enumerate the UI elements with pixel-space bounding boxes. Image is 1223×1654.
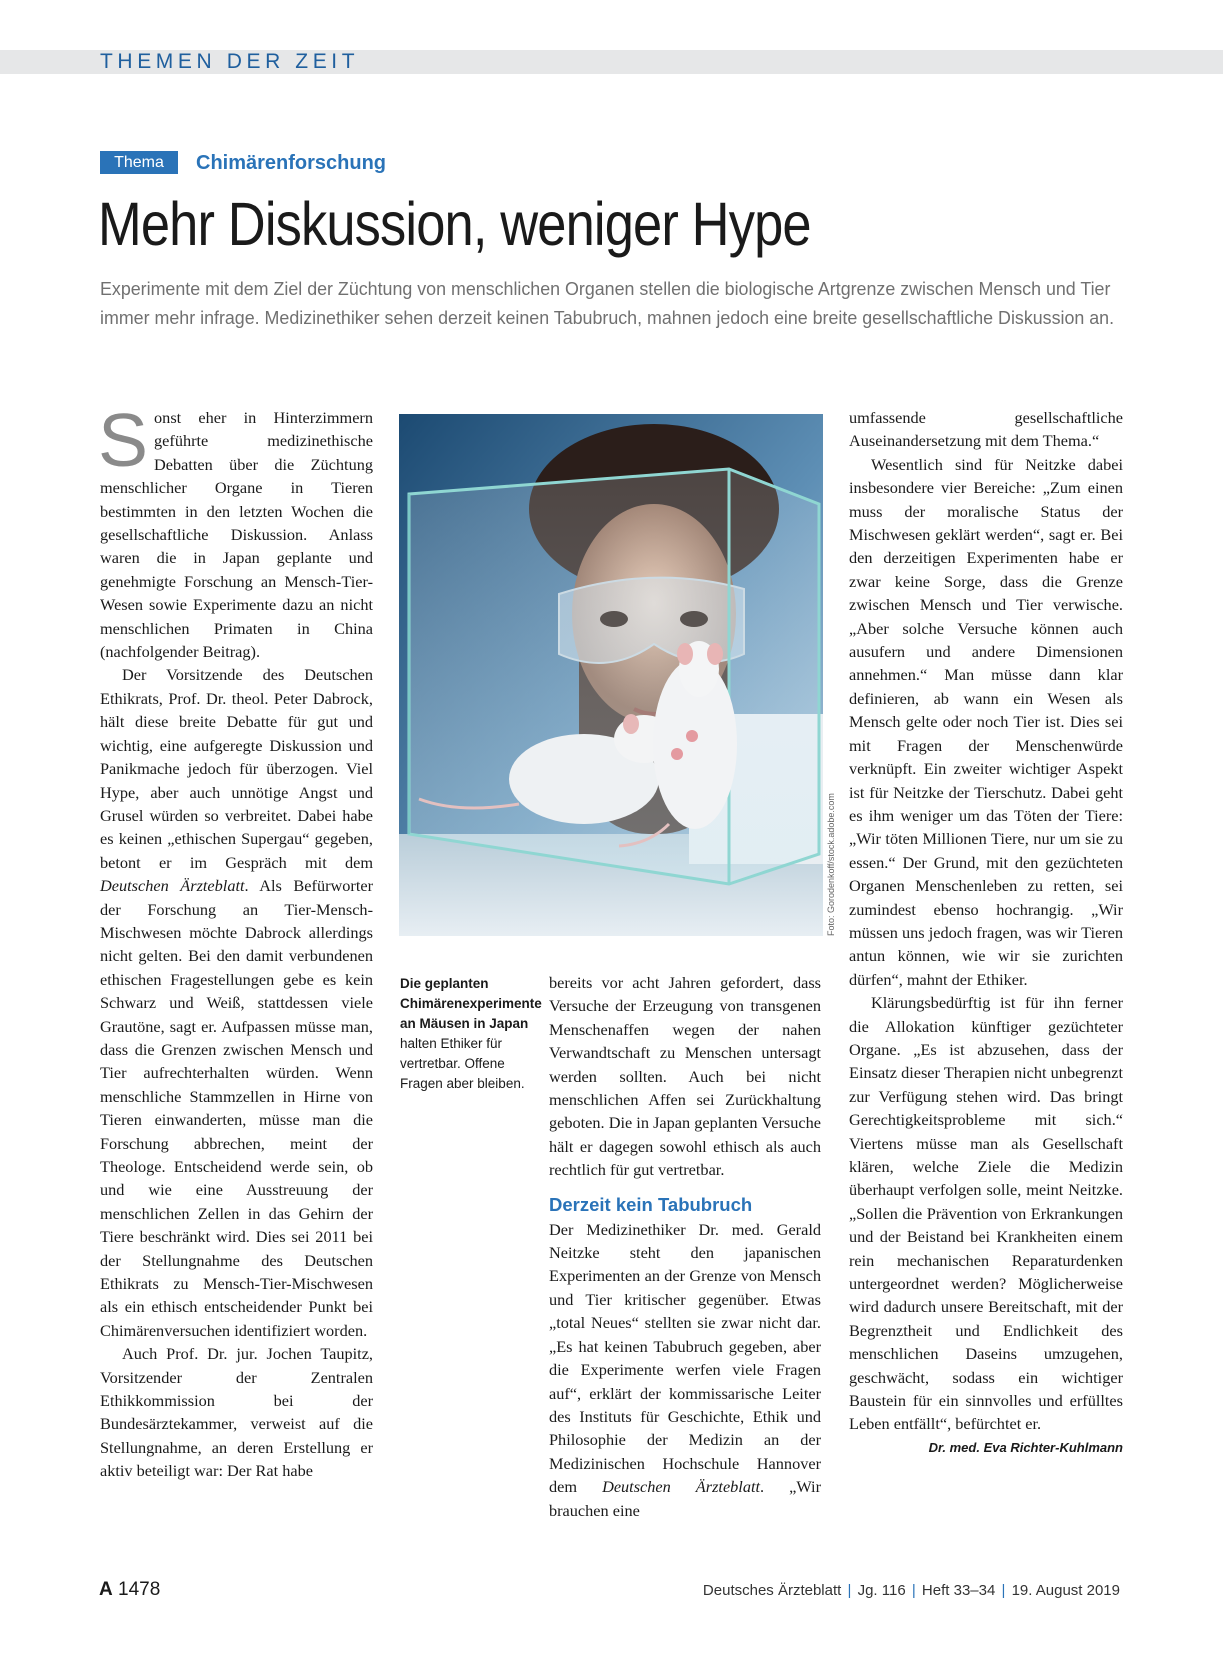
article-column-2 — [549, 971, 821, 1522]
journal-name: Deutsches Ärzteblatt — [702, 1582, 842, 1599]
paragraph: Wesentlich sind für Neitzke dabei insbesondere vier Bereiche: „Zum einen muss der moralische Status der Mischwesen geklärt werden“, sagt er. Bei den derzeitigen Experimenten habe er zwar keine Sorge, dass die Grenze zwischen Mensch und Tier verwische. „Aber solche Versuche können auch ausufern und andere Dimensionen annehmen.“ Man müsse dann klar definieren, ab wann ein Wesen als Mensch gelte oder noch Tier ist. Dies sei mit Fragen der Menschenwürde verknüpft. Ein zweiter wichtiger Aspekt ist für Neitzke der Tierschutz. Dabei geht es ihm weniger um das Töten der Tiere: „Wir töten Millionen Tiere, nur um sie zu essen.“ Der Grund, mit den gezüchteten Organen Menschenleben zu retten, sei zumindest ebenso hochrangig. „Wir müssen uns jedoch fragen, was wir Tieren antun können, wie wir sie zurichten dürfen“, mahnt der Ethiker. — [849, 454, 1123, 989]
topic-badge: Thema — [100, 151, 178, 174]
photo-credit: Foto: Gorodenkoff/stock.adobe.com — [826, 793, 836, 936]
paragraph: Auch Prof. Dr. jur. Jochen Taupitz, Vorsitzender der Zentralen Ethikkommission bei der Bundesärztekammer, verweist auf die Stellungnahme, an deren Erstellung er aktiv beteiligt war: Der Rat habe — [100, 1344, 373, 1481]
paragraph: Sonst eher in Hinterzimmern geführte medizinethische Debatten über die Züchtung menschlicher Organe in Tieren bestimmten in den letzten Wochen die gesellschaftliche Diskussion. Anlass waren die in Japan geplante und genehmigte Forschung an Mensch-Tier-Wesen sowie Experimente dazu an nicht menschlichen Primaten in China (nachfolgender Beitrag). — [98, 398, 373, 662]
publication-name: Deutschen Ärzteblatt — [100, 876, 245, 896]
page-number: A 1478 — [99, 1579, 161, 1600]
journal-volume: Jg. 116 — [857, 1582, 906, 1599]
paragraph: bereits vor acht Jahren gefordert, dass Versuche der Erzeugung von transgenen Menschenaffen wegen der nahen Verwandtschaft zu Menschen untersagt werden sollten. Auch bei nicht menschlichen Affen sei Zurückhaltung geboten. Die in Japan geplanten Versuche hält er dagegen sowohl ethisch als auch rechtlich für gut vertretbar. — [549, 973, 821, 1180]
journal-footer: Deutsches Ärzteblatt | Jg. 116 | Heft 33–34 | 19. August 2019 — [702, 1582, 1120, 1599]
paragraph: umfassende gesellschaftliche Auseinandersetzung mit dem Thema.“ — [849, 408, 1123, 451]
article-column-1 — [98, 398, 373, 1483]
paragraph: Der Medizinethiker Dr. med. Gerald Neitzke steht den japanischen Experimenten an der Grenze von Mensch und Tier kritischer gegenüber. Etwas „total Neues“ stellten sie zwar nicht dar. „Es hat keinen Tabubruch gegeben, aber die Experimente werfen viele Fragen auf“, erklärt der kommissarische Leiter des Instituts für Geschichte, Ethik und Philosophie der Medizin an der Medizinischen Hochschule Hannover dem Deutschen Ärzteblatt. „Wir brauchen eine — [549, 1219, 822, 1520]
photo-caption: Die geplanten Chimärenexperimente an Mäusen in Japan halten Ethiker für vertretbar. Offene Fragen aber bleiben. — [400, 976, 542, 1091]
article-photo — [399, 414, 823, 936]
section-title: THEMEN DER ZEIT — [100, 50, 360, 73]
section-subheading: Derzeit kein Tabubruch — [549, 1193, 753, 1215]
paragraph: Der Vorsitzende des Deutschen Ethikrats, Prof. Dr. theol. Peter Dabrock, hält diese breite Debatte für gut und wichtig, eine aufgeregte Diskussion und Panikmache jedoch für überzogen. Viel Hype, aber auch unnötige Angst und Grusel würden so verbreitet. Dabei habe es keinen „ethischen Supergau“ gegeben, betont er im Gespräch mit dem Deutschen Ärzteblatt. Als Befürworter der Forschung an Tier-Mensch-Mischwesen möchte Dabrock allerdings nicht gelten. Bei den damit verbundenen ethischen Fragestellungen gebe es kein Schwarz und Weiß, stattdessen viele Grautöne, sagt er. Aufpassen müsse man, dass die Grenzen zwischen Mensch und Tier aufrechterhalten würden. Wenn menschliche Stammzellen in Hirne von Tieren einwanderten, müsse man die Forschung abbrechen, meint der Theologe. Entscheidend werde sein, ob und wie eine Ausstreuung der menschlichen Zellen in das Gehirn der Tiere beschränkt wird. Dies sei 2011 bei der Stellungnahme des Deutschen Ethikrats zu Mensch-Tier-Mischwesen als ein ethisch entscheidender Punkt bei Chimärenversuchen identifiziert worden. — [100, 665, 373, 1340]
article-column-3 — [849, 406, 1123, 1459]
topic-title: Chimärenforschung — [196, 152, 387, 174]
journal-date: 19. August 2019 — [1011, 1582, 1120, 1599]
paragraph: Klärungsbedürftig ist für ihn ferner die Allokation künftiger gezüchteter Organe. „Es ist abzusehen, dass der Einsatz dieser Therapien nicht unbegrenzt zur Verfügung stehen wird. Das bringt Gerechtigkeitsprobleme mit sich.“ Viertens müsse man als Gesellschaft klären, welche Ziele die Medizin überhaupt verfolgen solle, meint Neitzke. „Sollen die Prävention von Erkrankungen und der Beistand bei Krankheiten einem rein mechanischen Reparaturdenken untergeordnet werden? Möglicherweise wird dadurch unsere Bereitschaft, mit der Begrenztheit und Endlichkeit des menschlichen Daseins umzugehen, geschwächt, sodass ein wichtiger Baustein für ein sinnvolles und erfülltes Leben entfällt“, befürchtet er. Dr. med. Eva Richter-Kuhlmann — [849, 991, 1123, 1436]
headline: Mehr Diskussion, weniger Hype — [98, 190, 811, 258]
publication-name: Deutschen Ärzteblatt — [602, 1477, 761, 1497]
drop-cap: S — [98, 398, 149, 482]
lead-paragraph: Experimente mit dem Ziel der Züchtung von menschlichen Organen stellen die biologische Artgrenze zwischen Mensch und Tier immer mehr infrage. Medizinethiker sehen derzeit keinen Tabubruch, mahnen jedoch eine breite gesellschaftliche Diskussion an. — [100, 278, 1115, 328]
lab-mice-photo-illustration — [399, 414, 823, 936]
author-byline: Dr. med. Eva Richter-Kuhlmann — [928, 1439, 1123, 1455]
journal-issue: Heft 33–34 — [921, 1582, 996, 1599]
caption-lead: Die geplanten Chimärenexperimente an Mäusen in Japan — [400, 976, 542, 1031]
